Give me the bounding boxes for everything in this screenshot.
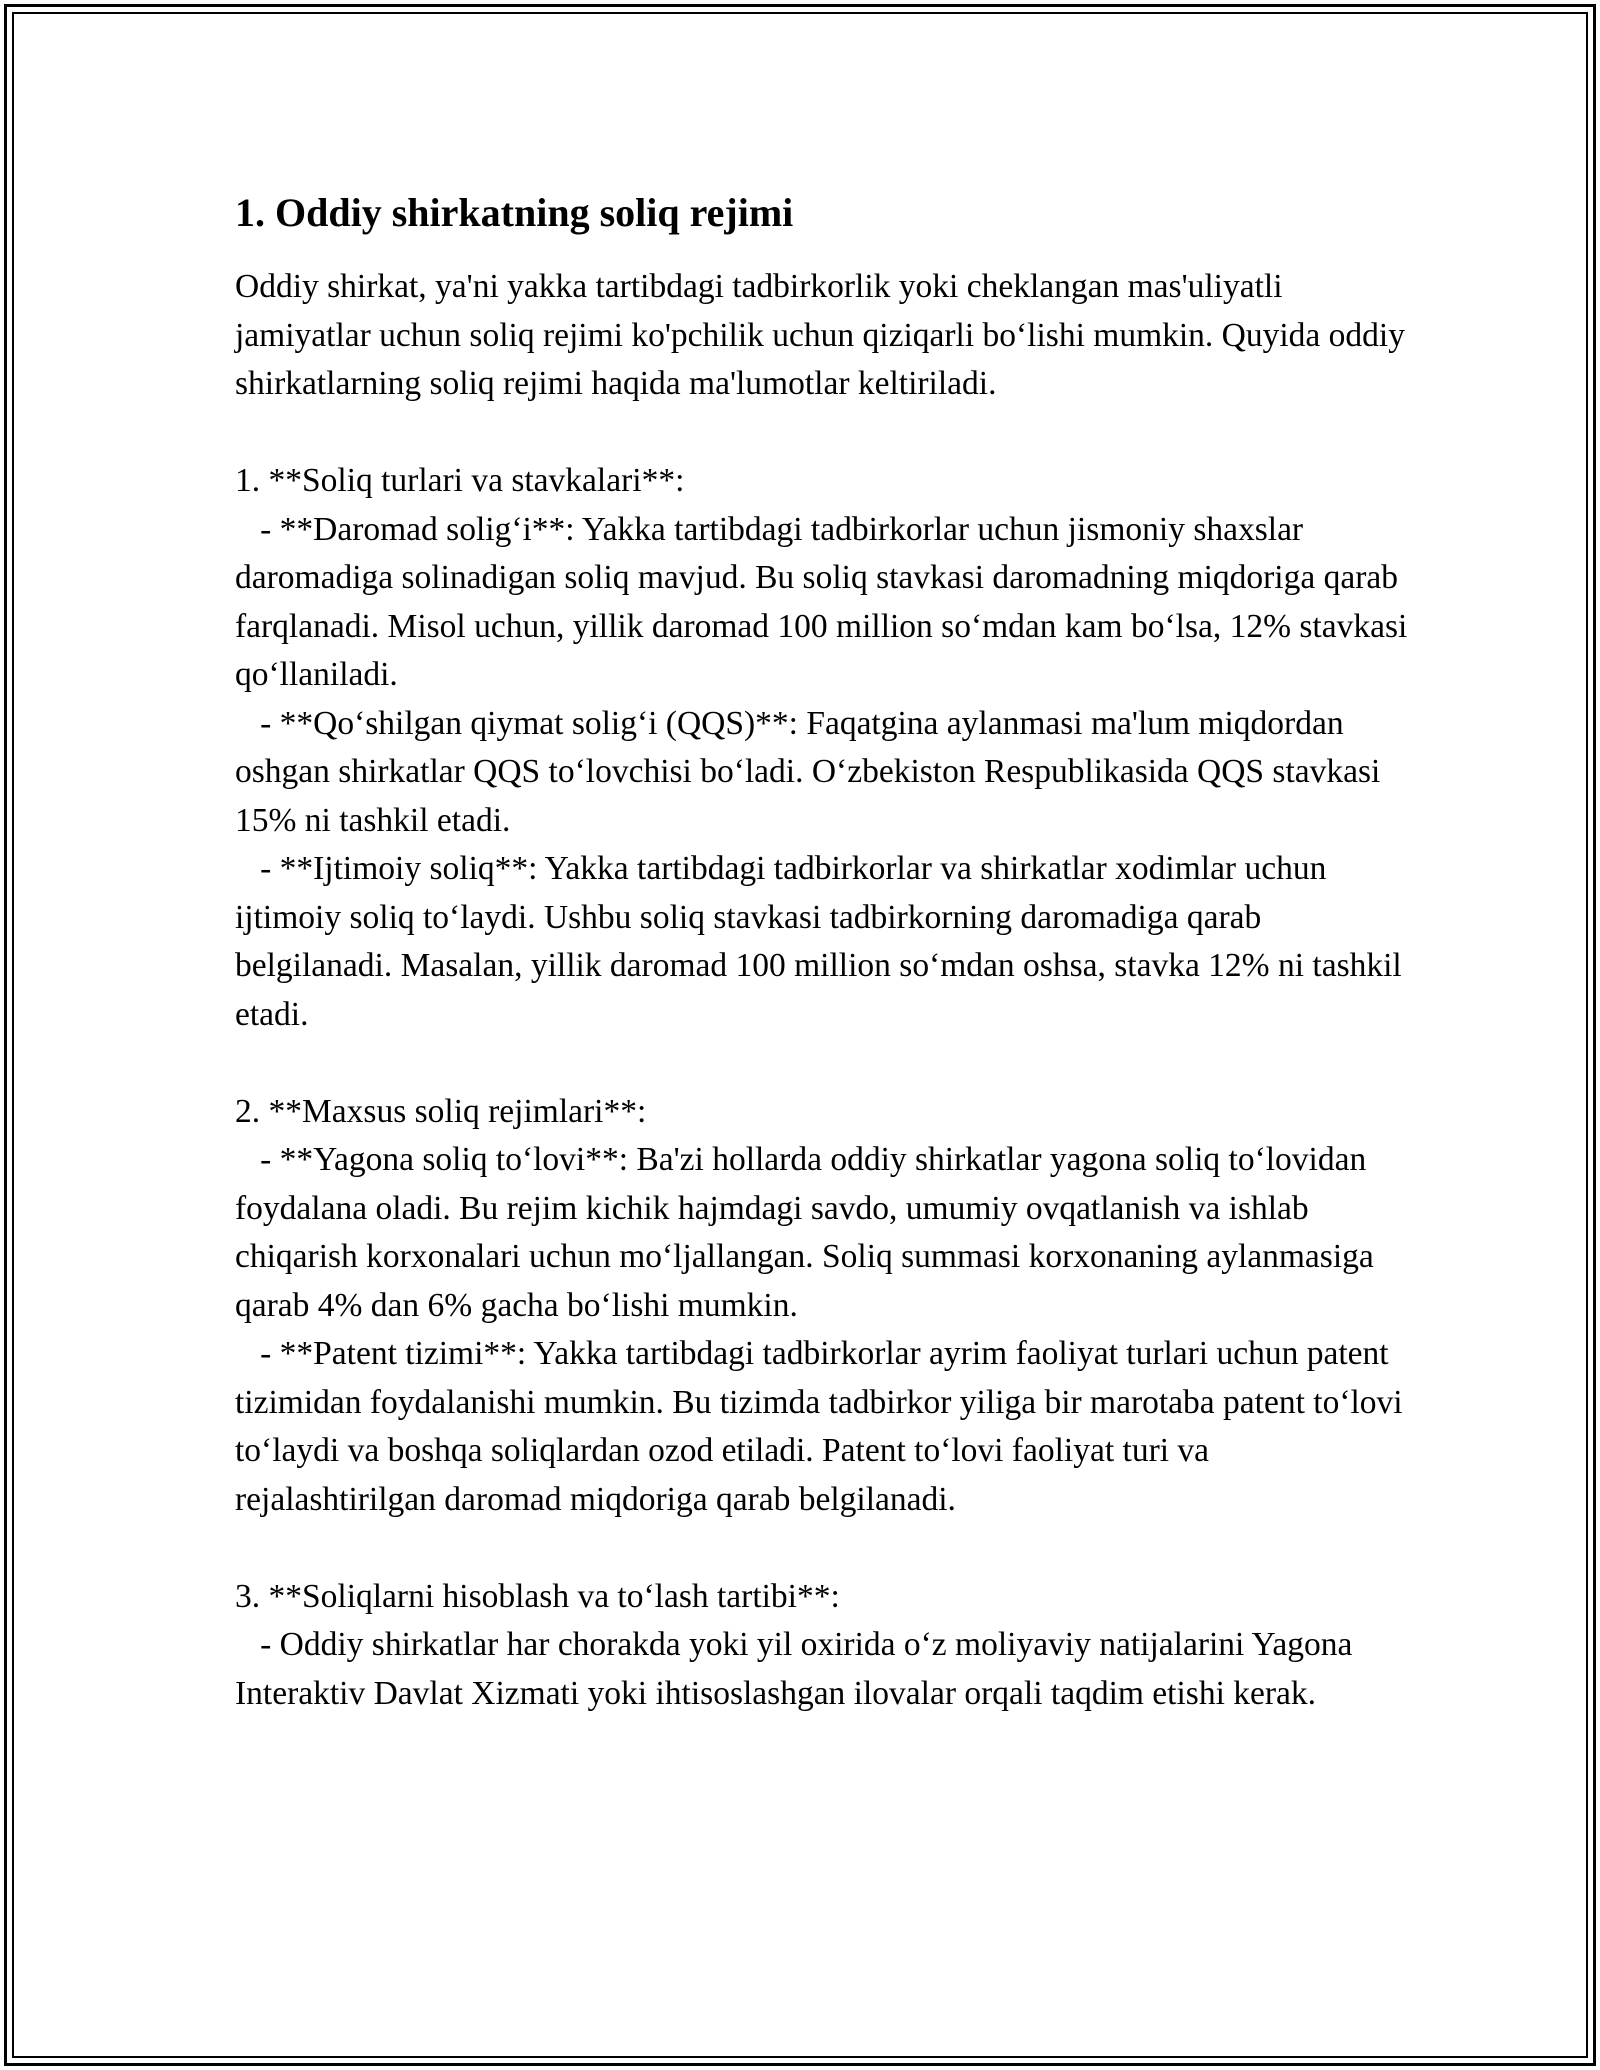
- section-heading: 1. **Soliq turlari va stavkalari**:: [235, 462, 685, 499]
- document-body: [235, 185, 1416, 1718]
- section-tax-types: [235, 457, 1416, 1039]
- list-item: - Oddiy shirkatlar har chorakda yoki yil oxirida o‘z moliyaviy natijalarini Yagona Interaktiv Davlat Xizmati yoki ihtisoslashgan ilovalar orqali taqdim etishi kerak.: [235, 1626, 1361, 1712]
- list-item: - **Ijtimoiy soliq**: Yakka tartibdagi tadbirkorlar va shirkatlar xodimlar uchun ijtimoiy soliq to‘laydi. Ushbu soliq stavkasi tadbirkorning daromadiga qarab belgilanadi. Masalan, yillik daromad 100 million so‘mdan oshsa, stavka 12% ni tashkil etadi.: [235, 850, 1411, 1033]
- list-item: - **Patent tizimi**: Yakka tartibdagi tadbirkorlar ayrim faoliyat turlari uchun patent tizimidan foydalanishi mumkin. Bu tizimda tadbirkor yiliga bir marotaba patent to‘lovi to‘laydi va boshqa soliqlardan ozod etiladi. Patent to‘lovi faoliyat turi va rejalashtirilgan daromad miqdoriga qarab belgilanadi.: [235, 1335, 1411, 1518]
- section-calculation-order: [235, 1573, 1410, 1719]
- list-item: - **Yagona soliq to‘lovi**: Ba'zi hollarda oddiy shirkatlar yagona soliq to‘lovidan foydalana oladi. Bu rejim kichik hajmdagi savdo, umumiy ovqatlanish va ishlab chiqarish korxonalari uchun mo‘ljallangan. Soliq summasi korxonaning aylanmasiga qarab 4% dan 6% gacha bo‘lishi mumkin.: [235, 1141, 1383, 1324]
- list-item: - **Daromad solig‘i**: Yakka tartibdagi tadbirkorlar uchun jismoniy shaxslar daromadiga solinadigan soliq mavjud. Bu soliq stavkasi daromadning miqdoriga qarab farqlanadi. Misol uchun, yillik daromad 100 million so‘mdan kam bo‘lsa, 12% stavkasi qo‘llaniladi.: [235, 510, 1416, 693]
- section-heading: 3. **Soliqlarni hisoblash va to‘lash tartibi**:: [235, 1577, 840, 1615]
- list-item: - **Qo‘shilgan qiymat solig‘i (QQS)**: Faqatgina aylanmasi ma'lum miqdordan oshgan shirkatlar QQS to‘lovchisi bo‘ladi. O‘zbekiston Respublikasida QQS stavkasi 15% ni tashkil etadi.: [235, 704, 1389, 839]
- section-special-regimes: [235, 1088, 1410, 1525]
- document-title: 1. Oddiy shirkatning soliq rejimi: [235, 190, 794, 235]
- intro-paragraph: Oddiy shirkat, ya'ni yakka tartibdagi tadbirkorlik yoki cheklangan mas'uliyatli jamiyatlar uchun soliq rejimi ko'pchilik uchun qiziqarli bo‘lishi mumkin. Quyida oddiy shirkatlarning soliq rejimi haqida ma'lumotlar keltiriladi.: [235, 268, 1414, 402]
- section-heading: 2. **Maxsus soliq rejimlari**:: [235, 1092, 647, 1130]
